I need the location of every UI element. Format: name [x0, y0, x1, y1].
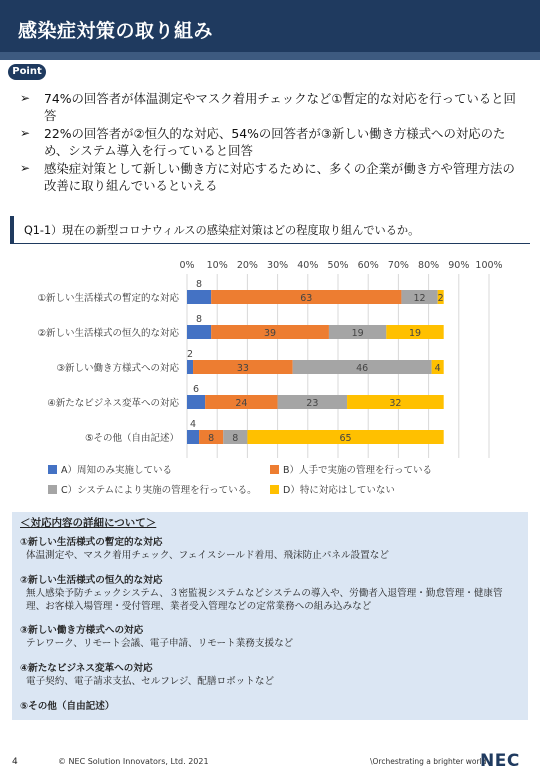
header-band	[0, 0, 540, 60]
x-tick-label: 50%	[327, 260, 349, 271]
data-label: 8	[196, 314, 203, 325]
detail-title: ③新しい働き方様式への対応	[20, 625, 144, 636]
x-tick-label: 90%	[448, 260, 470, 271]
x-tick-label: 70%	[387, 260, 409, 271]
bar-segment	[187, 360, 193, 374]
category-label: ②新しい生活様式の恒久的な対応	[37, 328, 179, 339]
data-label: 8	[196, 279, 203, 290]
legend-swatch	[48, 485, 57, 494]
data-label: 19	[351, 328, 364, 339]
detail-item	[20, 662, 520, 688]
legend-label: D）特に対応はしていない	[283, 485, 395, 496]
details-box	[12, 512, 528, 720]
question-text: Q1-1）現在の新型コロナウィルスの感染症対策はどの程度取り組んでいるか。	[24, 224, 420, 237]
key-point: ➢ 感染症対策として新しい働き方に対応するために、多くの企業が働き方や管理方法の改善に取り組んでいるといえる	[20, 161, 515, 193]
bar-segment	[187, 430, 199, 444]
data-label: 6	[193, 384, 200, 395]
detail-item	[20, 574, 520, 613]
detail-item	[20, 536, 520, 562]
detail-body: 体温測定や、マスク着用チェック、フェイスシールド着用、飛沫防止パネル設置など	[26, 550, 389, 561]
key-points-list	[16, 90, 526, 195]
detail-item	[20, 700, 520, 713]
page-number: 4	[12, 757, 18, 767]
category-label: ⑤その他（自由記述）	[84, 433, 179, 444]
legend-swatch	[270, 465, 279, 474]
category-label: ①新しい生活様式の暫定的な対応	[37, 293, 179, 304]
detail-body: テレワーク、リモート会議、電子申請、リモート業務支援など	[26, 638, 294, 649]
footer	[0, 748, 540, 780]
x-tick-label: 20%	[236, 260, 258, 271]
x-tick-label: 100%	[475, 260, 503, 271]
arrow-bullet-icon: ➢	[20, 161, 31, 175]
legend-label: A）周知のみ実施している	[61, 465, 172, 476]
legend-swatch	[270, 485, 279, 494]
arrow-bullet-icon: ➢	[20, 126, 31, 140]
detail-item	[20, 624, 520, 650]
legend-swatch	[48, 465, 57, 474]
data-label: 8	[208, 433, 215, 444]
bar-segment	[187, 395, 205, 409]
bar-segment	[187, 290, 211, 304]
x-tick-label: 80%	[418, 260, 440, 271]
header-accent-bar	[0, 52, 540, 60]
data-label: 4	[434, 363, 441, 374]
data-label: 8	[232, 433, 239, 444]
legend-label: C）システムにより実施の管理を行っている。	[61, 485, 257, 496]
stacked-bar-chart	[0, 252, 540, 514]
data-label: 4	[190, 419, 197, 430]
detail-body: 無人感染予防チェックシステム、３密監視システムなどシステムの導入や、労働者入退管理・勤怠管理・健康管理、お客様入場管理・受付管理、業者受入管理などの定常業務への組み込みなど	[26, 588, 503, 612]
detail-title: ②新しい生活様式の恒久的な対応	[20, 575, 163, 586]
chart-svg	[0, 252, 540, 510]
detail-title: ⑤その他（自由記述）	[20, 701, 115, 712]
x-tick-label: 0%	[179, 260, 195, 271]
details-heading: ＜対応内容の詳細について＞	[20, 517, 157, 529]
x-tick-label: 30%	[267, 260, 289, 271]
data-label: 2	[186, 349, 194, 360]
data-label: 33	[236, 363, 249, 374]
data-label: 46	[356, 363, 369, 374]
x-tick-label: 40%	[297, 260, 319, 271]
detail-title: ①新しい生活様式の暫定的な対応	[20, 537, 163, 548]
question-header	[10, 216, 530, 244]
arrow-bullet-icon: ➢	[20, 91, 31, 105]
data-label: 23	[306, 398, 319, 409]
x-tick-label: 60%	[357, 260, 379, 271]
data-label: 24	[235, 398, 248, 409]
data-label: 65	[339, 433, 352, 444]
data-label: 32	[389, 398, 402, 409]
data-label: 2	[437, 293, 444, 304]
point-badge: Point	[8, 64, 46, 80]
tagline: \Orchestrating a brighter world	[370, 757, 487, 766]
key-point: ➢ 22%の回答者が②恒久的な対応、54%の回答者が③新しい働き方様式への対応のため、システム導入を行っていると回答	[20, 126, 506, 158]
bar-segment	[187, 325, 211, 339]
nec-logo: NEC	[480, 751, 520, 771]
detail-body: 電子契約、電子請求支払、セルフレジ、配膳ロボットなど	[26, 676, 275, 687]
data-label: 39	[264, 328, 277, 339]
category-label: ④新たなビジネス変革への対応	[47, 398, 179, 409]
category-label: ③新しい働き方様式への対応	[56, 363, 179, 374]
data-label: 63	[300, 293, 313, 304]
key-point: ➢ 74%の回答者が体温測定やマスク着用チェックなど①暫定的な対応を行っていると回答	[20, 91, 516, 123]
detail-title: ④新たなビジネス変革への対応	[20, 663, 153, 674]
legend-label: B）人手で実施の管理を行っている	[283, 465, 433, 476]
page-title: 感染症対策の取り組み	[18, 20, 214, 42]
copyright: © NEC Solution Innovators, Ltd. 2021	[58, 757, 209, 766]
x-tick-label: 10%	[206, 260, 228, 271]
data-label: 12	[413, 293, 426, 304]
data-label: 19	[408, 328, 422, 339]
